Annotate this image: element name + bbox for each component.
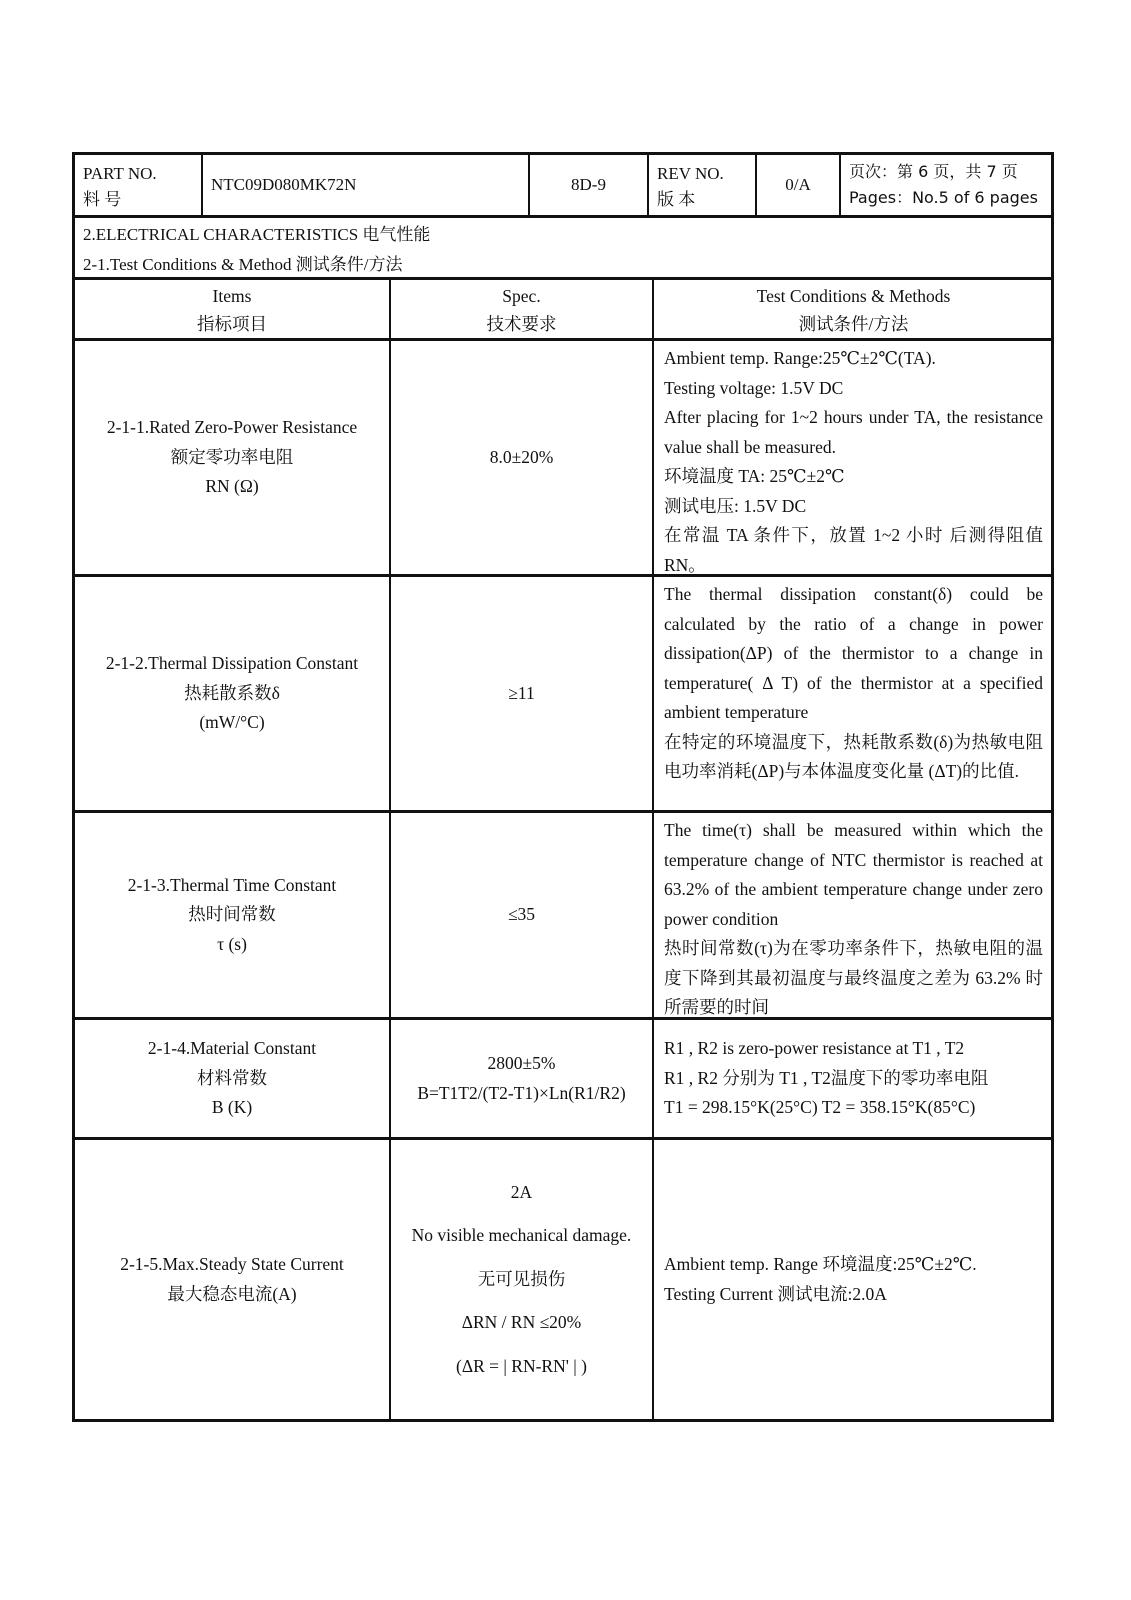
item-cell [75, 577, 391, 810]
part-no-label-cn: 料 号 [83, 190, 122, 209]
column-header-test-cn: 测试条件/方法 [798, 314, 909, 334]
item-cell [75, 1020, 391, 1137]
item-cell [75, 341, 391, 574]
spec-cell [391, 577, 654, 810]
item-unit: B (K) [211, 1097, 253, 1118]
item-name-cn: 热耗散系数δ [184, 682, 280, 703]
test-line: The thermal dissipation constant(δ) could be calculated by the ratio of a change in power dissipation(ΔP) of the thermistor to a change in temperature( Δ T) of the thermistor at a specified ambient temperature [664, 584, 1043, 722]
table-row [72, 341, 1054, 577]
spec-value: 8.0±20% [489, 446, 554, 467]
column-header-test [654, 280, 1051, 338]
column-header-items-cn: 指标项目 [197, 314, 267, 334]
test-line: 热时间常数(τ)为在零功率条件下，热敏电阻的温度下降到其最初温度与最终温度之差为 63.2% 时所需要的时间 [664, 938, 1043, 1017]
column-header-items [75, 280, 391, 338]
item-name-cn: 最大稳态电流(A) [167, 1283, 297, 1304]
spec-value: ≥11 [508, 682, 535, 703]
item-name: 2-1-5.Max.Steady State Current [120, 1254, 344, 1274]
spec-line: 无可见损伤 [477, 1268, 566, 1289]
rev-value: 0/A [757, 155, 841, 215]
test-cell [654, 577, 1051, 810]
test-line: R1 , R2 is zero-power resistance at T1 , T2 [664, 1038, 965, 1059]
item-cell [75, 1140, 391, 1419]
test-line: R1 , R2 分别为 T1 , T2温度下的零功率电阻 [664, 1067, 989, 1088]
spec-line: (ΔR = | RN-RN' | ) [456, 1355, 587, 1376]
test-cell [654, 813, 1051, 1017]
test-line: Ambient temp. Range 环境温度:25℃±2℃. [664, 1254, 977, 1274]
test-line: The time(τ) shall be measured within which the temperature change of NTC thermistor is reached at 63.2% of the ambient temperature change under zero power condition [664, 820, 1043, 929]
test-line: 在特定的环境温度下，热耗散系数(δ)为热敏电阻电功率消耗(ΔP)与本体温度变化量 (ΔT)的比值. [664, 731, 1043, 781]
column-header-items-en: Items [212, 286, 252, 306]
spec-cell [391, 1020, 654, 1137]
item-name-cn: 热时间常数 [188, 904, 276, 925]
rev-label [649, 155, 757, 215]
spec-value: 2A [510, 1181, 533, 1202]
test-cell [654, 1140, 1051, 1419]
document-code: 8D-9 [530, 155, 649, 215]
section-title: 2.ELECTRICAL CHARACTERISTICS 电气性能 [83, 225, 431, 244]
spec-line: No visible mechanical damage. [411, 1225, 632, 1246]
rev-label-cn: 版 本 [657, 190, 696, 209]
part-no-label-en: PART NO. [83, 164, 157, 183]
part-no-value: NTC09D080MK72N [203, 155, 530, 215]
test-line: 在常温 TA 条件下，放置 1~2 小时 后测得阻值 RN。 [664, 525, 1043, 575]
spec-sheet [72, 152, 1054, 1422]
item-name-cn: 材料常数 [197, 1067, 267, 1088]
spec-cell [391, 813, 654, 1017]
table-header [72, 280, 1054, 341]
column-header-spec-cn: 技术要求 [486, 314, 557, 334]
item-name-cn: 额定零功率电阻 [170, 446, 294, 467]
section-heading [72, 218, 1054, 280]
test-line: Ambient temp. Range:25℃±2℃(TA). [664, 348, 936, 368]
column-header-spec [391, 280, 654, 338]
item-name: 2-1-4.Material Constant [147, 1038, 317, 1059]
test-line: After placing for 1~2 hours under TA, the resistance value shall be measured. [664, 407, 1043, 457]
rev-label-en: REV NO. [657, 164, 724, 183]
item-name: 2-1-1.Rated Zero-Power Resistance [106, 417, 358, 438]
test-line: 测试电压: 1.5V DC [664, 495, 807, 516]
item-unit: τ (s) [217, 933, 247, 954]
spec-value: 2800±5% [487, 1053, 556, 1073]
spec-value: ≤35 [507, 904, 536, 925]
test-cell [654, 341, 1051, 574]
test-line: Testing voltage: 1.5V DC [664, 377, 844, 398]
item-unit: RN (Ω) [205, 476, 259, 497]
spec-cell [391, 341, 654, 574]
column-header-test-en: Test Conditions & Methods [756, 286, 951, 306]
table-row [72, 577, 1054, 813]
item-name: 2-1-2.Thermal Dissipation Constant [105, 653, 359, 674]
item-cell [75, 813, 391, 1017]
spec-line: ΔRN / RN ≤20% [461, 1312, 582, 1333]
table-row [72, 1140, 1054, 1422]
page-info-cn: 页次：第 6 页，共 7 页 [849, 162, 1018, 181]
page-info [841, 155, 1051, 215]
test-line: Testing Current 测试电流:2.0A [664, 1283, 887, 1304]
part-no-label [75, 155, 203, 215]
table-row [72, 1020, 1054, 1140]
test-cell [654, 1020, 1051, 1137]
document-header [72, 152, 1054, 218]
test-line: T1 = 298.15°K(25°C) T2 = 358.15°K(85°C) [664, 1097, 976, 1118]
section-subtitle: 2-1.Test Conditions & Method 测试条件/方法 [83, 255, 403, 274]
spec-formula: B=T1T2/(T2-T1)×Ln(R1/R2) [417, 1082, 626, 1103]
item-unit: (mW/°C) [199, 712, 265, 733]
spec-cell [391, 1140, 654, 1419]
column-header-spec-en: Spec. [502, 286, 541, 306]
item-name: 2-1-3.Thermal Time Constant [127, 874, 337, 895]
test-line: 环境温度 TA: 25℃±2℃ [664, 466, 845, 486]
table-row [72, 813, 1054, 1020]
page-info-en: Pages：No.5 of 6 pages [849, 188, 1038, 207]
